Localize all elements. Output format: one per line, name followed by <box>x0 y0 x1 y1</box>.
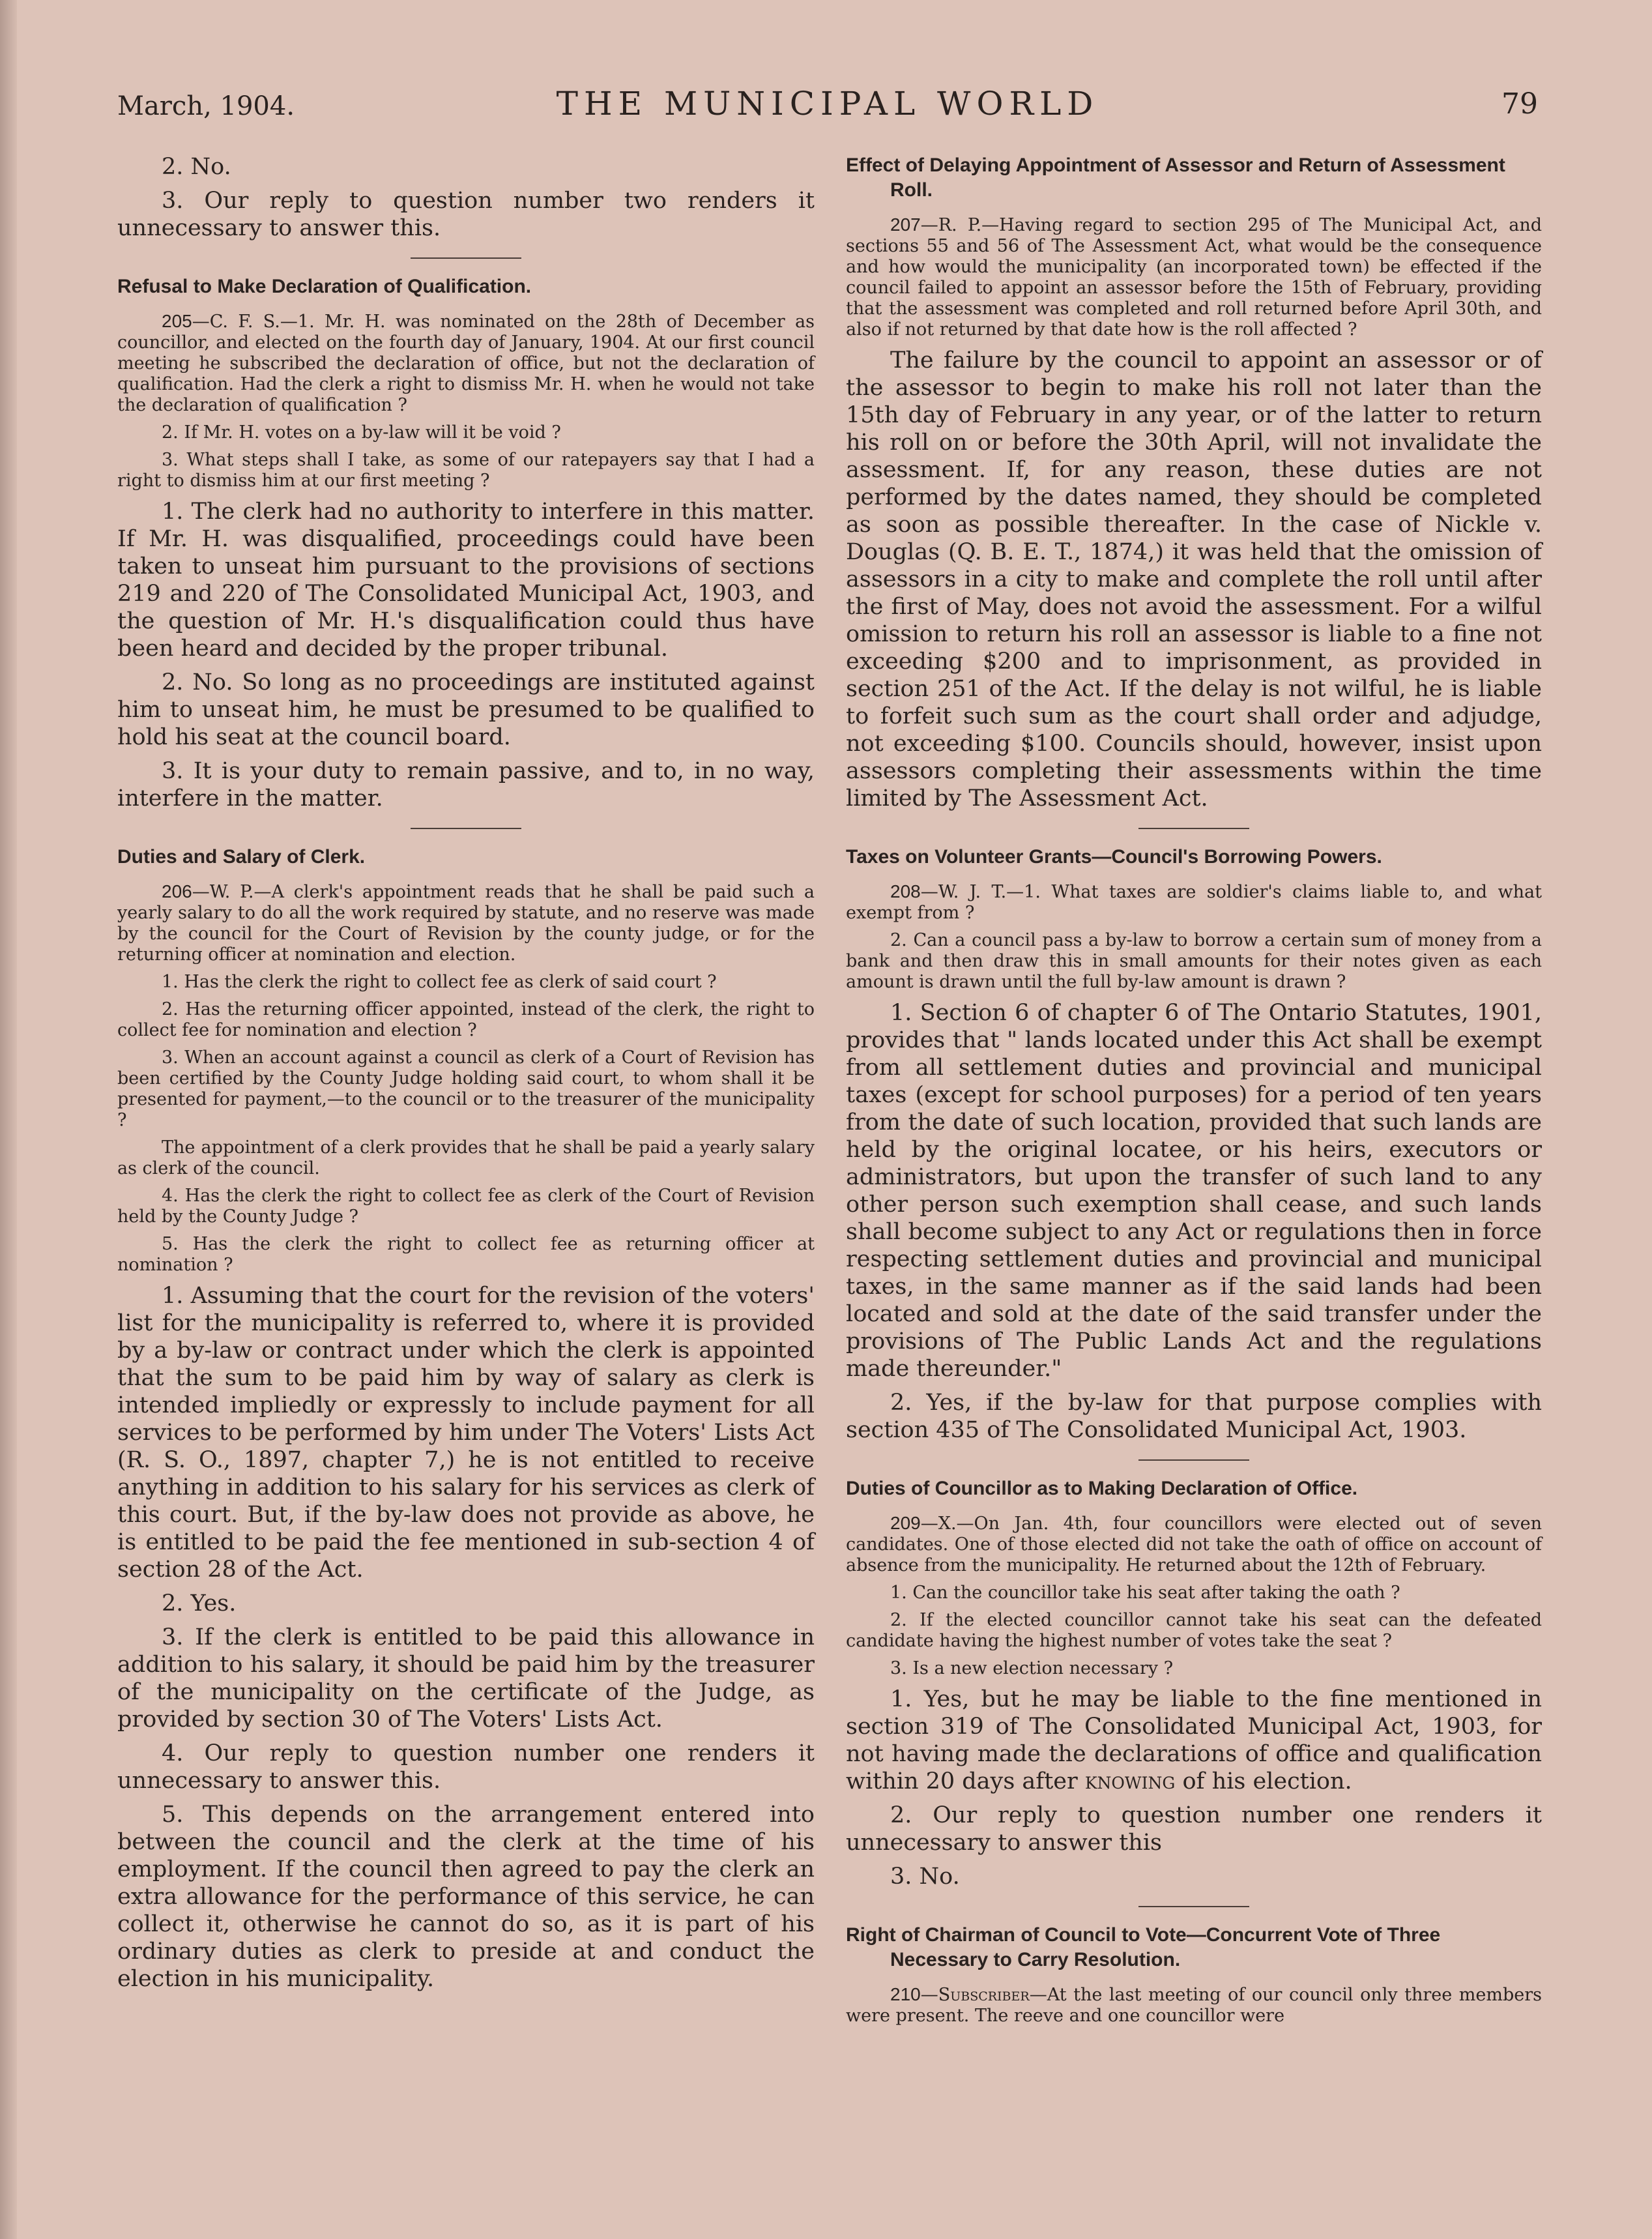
question-number: 207 <box>890 214 921 235</box>
answer-paragraph <box>846 1686 1542 1795</box>
question-207 <box>846 214 1542 340</box>
question-item: 3. When an account against a council as clerk of a Court of Revision has been certified by the County Judge holding said court, to whom shall it be presented for payment,—to the council or to the treasurer of the municipality ? <box>117 1047 815 1130</box>
answer-paragraph: 1. Section 6 of chapter 6 of The Ontario Statutes, 1901, provides that " lands located under this Act shall be exempt from all settlement duties and provincial and municipal taxes (except for school purposes) for a period of ten years from the date of such location, provided that such lands are held by the original locatee, or his heirs, executors or administrators, but upon the transfer of such land to any other person such exemption shall cease, and such lands shall become subject to any Act or regulations then in force respecting settlement duties and provincial and municipal taxes, in the same manner as if the said lands had been located and sold at the date of the said transfer under the provisions of The Public Lands Act and the regulations made thereunder." <box>846 1000 1542 1382</box>
answer-paragraph: 2. Our reply to question number one renders it unnecessary to answer this <box>846 1802 1542 1856</box>
running-header <box>117 85 1538 130</box>
answer-text: of his election. <box>1175 1768 1352 1794</box>
section-divider <box>411 257 521 259</box>
left-column <box>117 153 815 1999</box>
answer-paragraph: 3. No. <box>890 1864 960 1890</box>
question-item: 3. Is a new election necessary ? <box>890 1658 1174 1678</box>
page-number: 79 <box>1501 87 1538 121</box>
section-divider <box>411 828 521 829</box>
question-206 <box>117 881 815 965</box>
answer-paragraph: 3. Our reply to question number two renders it unnecessary to answer this. <box>117 188 815 241</box>
answer-paragraph: 1. Assuming that the court for the revision of the voters' list for the municipality is referred to, where it is provided by a by-law or contract under which the clerk is appointed that the sum to be paid him by way of salary as clerk is intended impliedly or expressly to include payment for all services to be performed by him under The Voters' Lists Act (R. S. O., 1897, chapter 7,) he is not entitled to receive anything in addition to his salary for his services as clerk of this court. But, if the by-law does not provide as above, he is entitled to be paid the fee mentioned in sub-section 4 of section 28 of the Act. <box>117 1283 815 1583</box>
section-divider <box>1138 1906 1249 1907</box>
question-note: The appointment of a clerk provides that he shall be paid a yearly salary as clerk of the council. <box>117 1137 815 1178</box>
question-number: 210 <box>890 1984 921 2004</box>
question-number: 206 <box>162 881 192 901</box>
question-item: 2. If the elected councillor cannot take his seat can the defeated candidate having the highest number of votes take the seat ? <box>846 1610 1542 1651</box>
answer-paragraph: 2. No. <box>162 154 231 180</box>
question-item: 4. Has the clerk the right to collect fee as clerk of the Court of Revision held by the County Judge ? <box>117 1186 815 1227</box>
right-column <box>846 153 1542 2033</box>
question-item: 1. Has the clerk the right to collect fee as clerk of said court ? <box>162 972 717 992</box>
question-text: —W. J. T.—1. What taxes are soldier's claims liable to, and what exempt from ? <box>846 882 1542 923</box>
question-item: 2. Can a council pass a by-law to borrow a certain sum of money from a bank and then draw this in small amounts for their notes given as each amount is drawn until the full by-law amount is drawn ? <box>846 930 1542 992</box>
answer-paragraph: 3. If the clerk is entitled to be paid this allowance in addition to his salary, it should be paid him by the treasurer of the municipality on the certificate of the Judge, as provided by section 30 of The Voters' Lists Act. <box>117 1624 815 1733</box>
question-item: 1. Can the councillor take his seat after taking the oath ? <box>890 1583 1400 1603</box>
answer-paragraph: The failure by the council to appoint an assessor or of the assessor to begin to make his roll not later than the 15th day of February in any year, or of the latter to return his roll on or before the 30th April, will not invalidate the assessment. If, for any reason, these duties are not performed by the dates named, they should be completed as soon as possible thereafter. In the case of Nickle v. Douglas (Q. B. E. T., 1874,) it was held that the omission of assessors in a city to make and complete the roll until after the first of May, does not avoid the assessment. For a wilful omission to return his roll an assessor is liable to a fine not exceeding $200 and to imprisonment, as provided in section 251 of the Act. If the delay is not wilful, he is liable to forfeit such sum as the court shall order and adjudge, not exceeding $100. Councils should, however, insist upon assessors completing their assessments within the time limited by The Assessment Act. <box>846 347 1542 812</box>
page-edge <box>0 0 17 2239</box>
section-heading-209: Duties of Councillor as to Making Declaration of Office. <box>846 1478 1358 1499</box>
section-heading-205: Refusal to Make Declaration of Qualification. <box>117 276 532 297</box>
answer-emphasis: knowing <box>1084 1768 1176 1794</box>
question-number: 208 <box>890 881 921 901</box>
section-heading-207: Effect of Delaying Appointment of Assessor and Return of Assessment Roll. <box>846 154 1505 201</box>
question-item: 2. Has the returning officer appointed, instead of the clerk, the right to collect fee for nomination and election ? <box>117 999 815 1040</box>
section-divider <box>1138 1459 1249 1461</box>
answer-paragraph: 2. Yes. <box>162 1590 237 1617</box>
question-item: 3. What steps shall I take, as some of our ratepayers say that I had a right to dismiss him at our first meeting ? <box>117 450 815 491</box>
question-text: —W. P.—A clerk's appointment reads that he shall be paid such a yearly salary to do all the work required by statute, and no reserve was made by the council for the Court of Revision by the county judge, or for the returning officer at nomination and election. <box>117 882 815 965</box>
answer-paragraph: 3. It is your duty to remain passive, and to, in no way, interfere in the matter. <box>117 758 815 812</box>
question-210 <box>846 1984 1542 2027</box>
journal-title: THE MUNICIPAL WORLD <box>556 85 1099 123</box>
question-item: 2. If Mr. H. votes on a by-law will it be void ? <box>162 422 561 443</box>
issue-date: March, 1904. <box>117 91 295 121</box>
question-number: 209 <box>890 1513 921 1533</box>
answer-paragraph: 2. No. So long as no proceedings are instituted against him to unseat him, he must be presumed to be qualified to hold his seat at the council board. <box>117 669 815 750</box>
question-correspondent: —Subscriber <box>920 1985 1030 2005</box>
answer-paragraph: 5. This depends on the arrangement entered into between the council and the clerk at the time of his employment. If the council then agreed to pay the clerk an extra allowance for the performance of this service, he can collect it, otherwise he cannot do so, as it is part of his ordinary duties as clerk to preside at and conduct the election in his municipality. <box>117 1802 815 1992</box>
section-divider <box>1138 828 1249 829</box>
answer-paragraph: 2. Yes, if the by-law for that purpose complies with section 435 of The Consolidated Municipal Act, 1903. <box>846 1390 1542 1443</box>
answer-text: 1. Yes, but he may be liable to the fine mentioned in section 319 of The Consolidated Municipal Act, 1903, for not having made the declarations of office and qualification within 20 days after <box>846 1686 1542 1794</box>
question-205 <box>117 311 815 416</box>
question-text: —C. F. S.—1. Mr. H. was nominated on the 28th of December as councillor, and elected on the fourth day of January, 1904. At our first council meeting he subscribed the declaration of office, but not the declaration of qualification. Had the clerk a right to dismiss Mr. H. when he would not take the declaration of qualification ? <box>117 312 815 415</box>
question-text: —X.—On Jan. 4th, four councillors were elected out of seven candidates. One of those elected did not take the oath of office on account of absence from the municipality. He returned about the 12th of February. <box>846 1514 1542 1575</box>
question-text: —R. P.—Having regard to section 295 of The Municipal Act, and sections 55 and 56 of The Assessment Act, what would be the consequence and how would the municipality (an incorporated town) be effected if the council failed to appoint an assessor before the 15th of February, providing that the assessment was completed and roll returned before April 30th, and also if not returned by that date how is the roll affected ? <box>846 215 1542 340</box>
question-item: 5. Has the clerk the right to collect fee as returning officer at nomination ? <box>117 1234 815 1275</box>
question-209 <box>846 1513 1542 1576</box>
question-208 <box>846 881 1542 924</box>
section-heading-210: Right of Chairman of Council to Vote—Concurrent Vote of Three Necessary to Carry Resolution. <box>846 1924 1441 1970</box>
question-number: 205 <box>162 311 192 331</box>
section-heading-208: Taxes on Volunteer Grants—Council's Borrowing Powers. <box>846 846 1382 868</box>
question-text: —At the last meeting of our council only three members were present. The reeve and one councillor were <box>846 1985 1542 2026</box>
answer-paragraph: 4. Our reply to question number one renders it unnecessary to answer this. <box>117 1740 815 1794</box>
answer-paragraph: 1. The clerk had no authority to interfere in this matter. If Mr. H. was disqualified, proceedings could have been taken to unseat him pursuant to the provisions of sections 219 and 220 of The Consolidated Municipal Act, 1903, and the question of Mr. H.'s disqualification could thus have been heard and decided by the proper tribunal. <box>117 499 815 662</box>
section-heading-206: Duties and Salary of Clerk. <box>117 846 366 868</box>
